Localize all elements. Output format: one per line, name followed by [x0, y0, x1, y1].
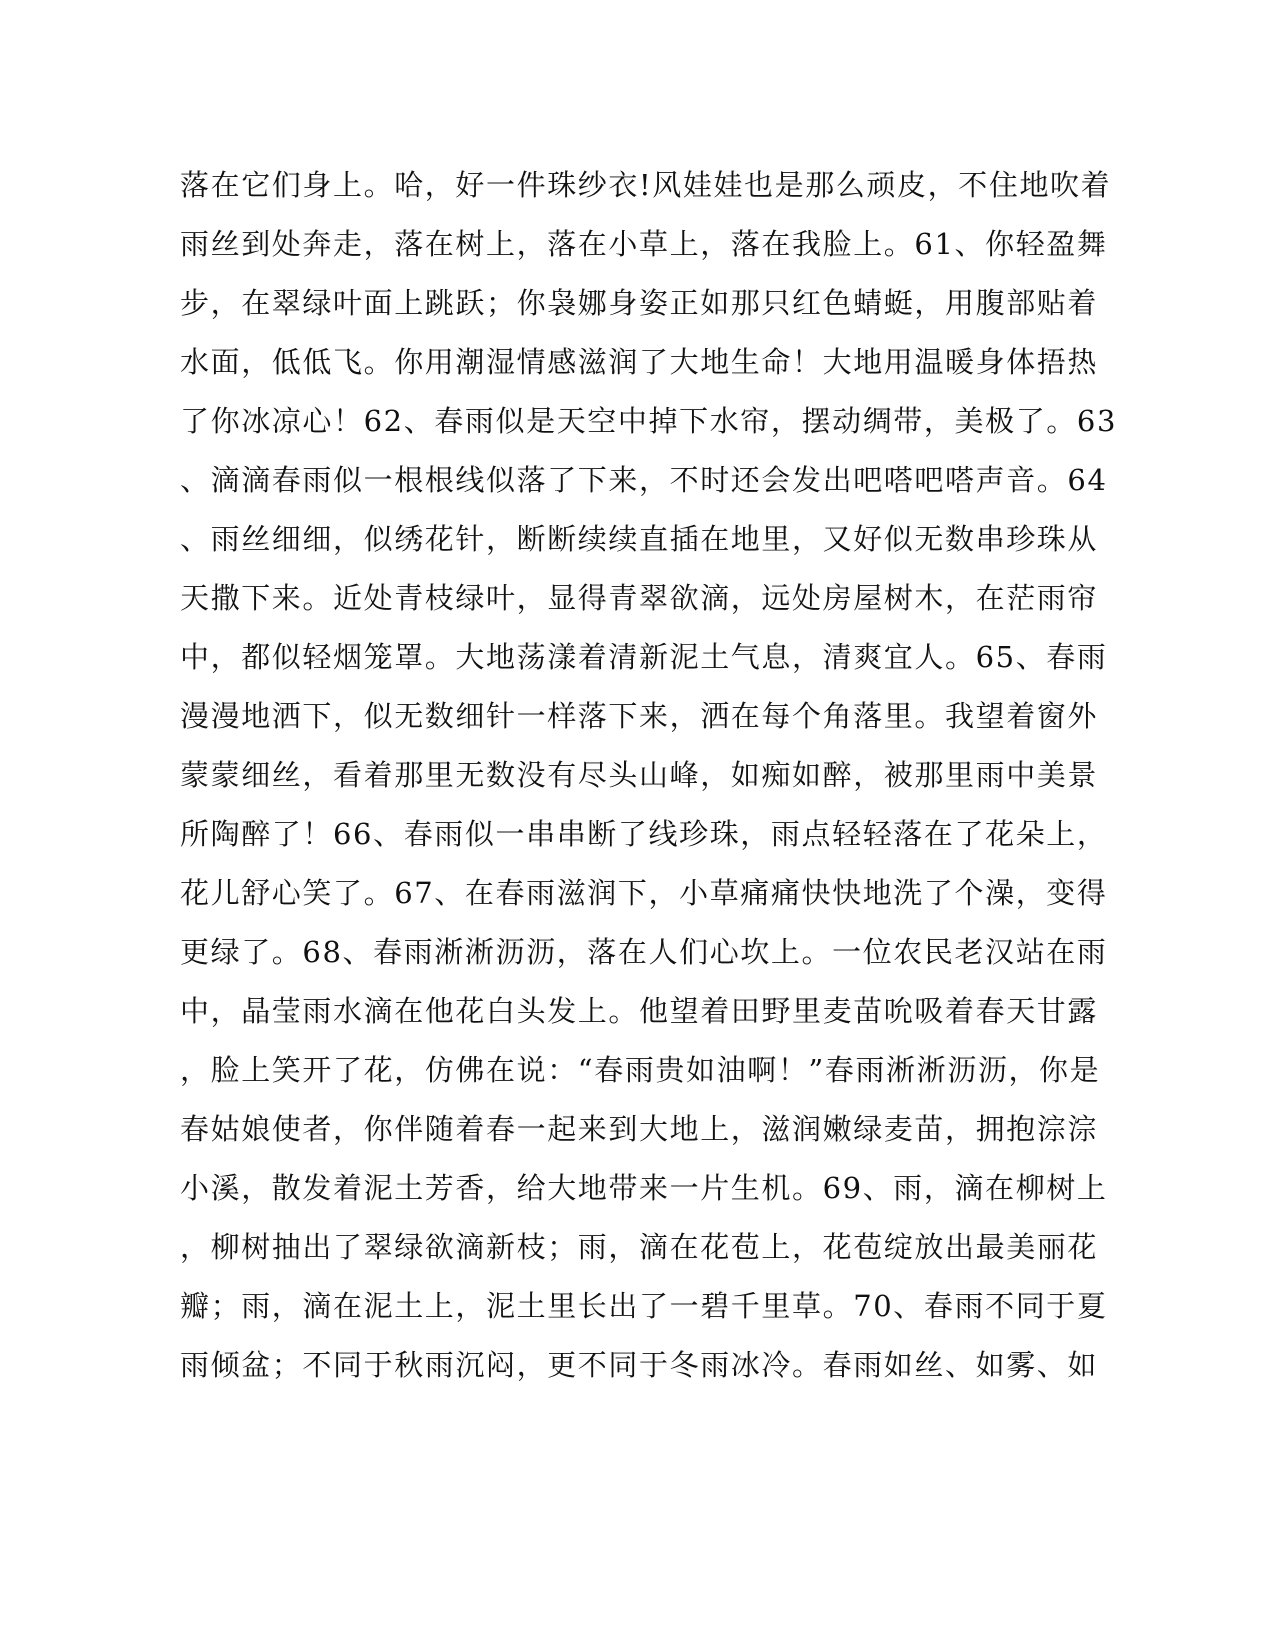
body-text	[180, 156, 1118, 1395]
text-line: 、滴滴春雨似一根根线似落了下来，不时还会发出吧嗒吧嗒声音。64	[180, 463, 1108, 497]
text-line: 漫漫地洒下，似无数细针一样落下来，洒在每个角落里。我望着窗外	[180, 699, 1099, 733]
text-line: 小溪，散发着泥土芳香，给大地带来一片生机。69、雨，滴在柳树上	[180, 1171, 1108, 1205]
text-line: 了你冰凉心！62、春雨似是天空中掉下水帘，摆动绸带，美极了。63	[180, 404, 1118, 438]
text-line: 雨丝到处奔走，落在树上，落在小草上，落在我脸上。61、你轻盈舞	[180, 227, 1108, 261]
text-line: 更绿了。68、春雨淅淅沥沥，落在人们心坎上。一位农民老汉站在雨	[180, 935, 1108, 969]
text-line: 雨倾盆；不同于秋雨沉闷，更不同于冬雨冰冷。春雨如丝、如雾、如	[180, 1348, 1099, 1382]
text-line: 中，都似轻烟笼罩。大地荡漾着清新泥土气息，清爽宜人。65、春雨	[180, 640, 1108, 674]
text-line: 水面，低低飞。你用潮湿情感滋润了大地生命！大地用温暖身体捂热	[180, 345, 1099, 379]
text-line: 花儿舒心笑了。67、在春雨滋润下，小草痛痛快快地洗了个澡，变得	[180, 876, 1108, 910]
text-line: 所陶醉了！66、春雨似一串串断了线珍珠，雨点轻轻落在了花朵上，	[180, 817, 1108, 851]
text-line: 落在它们身上。哈，好一件珠纱衣!风娃娃也是那么顽皮，不住地吹着	[180, 168, 1112, 202]
text-line: 步，在翠绿叶面上跳跃；你袅娜身姿正如那只红色蜻蜓，用腹部贴着	[180, 286, 1099, 320]
text-line: 蒙蒙细丝，看着那里无数没有尽头山峰，如痴如醉，被那里雨中美景	[180, 758, 1099, 792]
text-line: ，脸上笑开了花，仿佛在说：“春雨贵如油啊！”春雨淅淅沥沥，你是	[180, 1053, 1101, 1087]
text-line: 天撒下来。近处青枝绿叶，显得青翠欲滴，远处房屋树木，在茫雨帘	[180, 581, 1099, 615]
text-line: ，柳树抽出了翠绿欲滴新枝；雨，滴在花苞上，花苞绽放出最美丽花	[180, 1230, 1099, 1264]
text-line: 春姑娘使者，你伴随着春一起来到大地上，滋润嫩绿麦苗，拥抱淙淙	[180, 1112, 1099, 1146]
text-line: 中，晶莹雨水滴在他花白头发上。他望着田野里麦苗吮吸着春天甘露	[180, 994, 1099, 1028]
text-line: 瓣；雨，滴在泥土上，泥土里长出了一碧千里草。70、春雨不同于夏	[180, 1289, 1108, 1323]
text-line: 、雨丝细细，似绣花针，断断续续直插在地里，又好似无数串珍珠从	[180, 522, 1099, 556]
